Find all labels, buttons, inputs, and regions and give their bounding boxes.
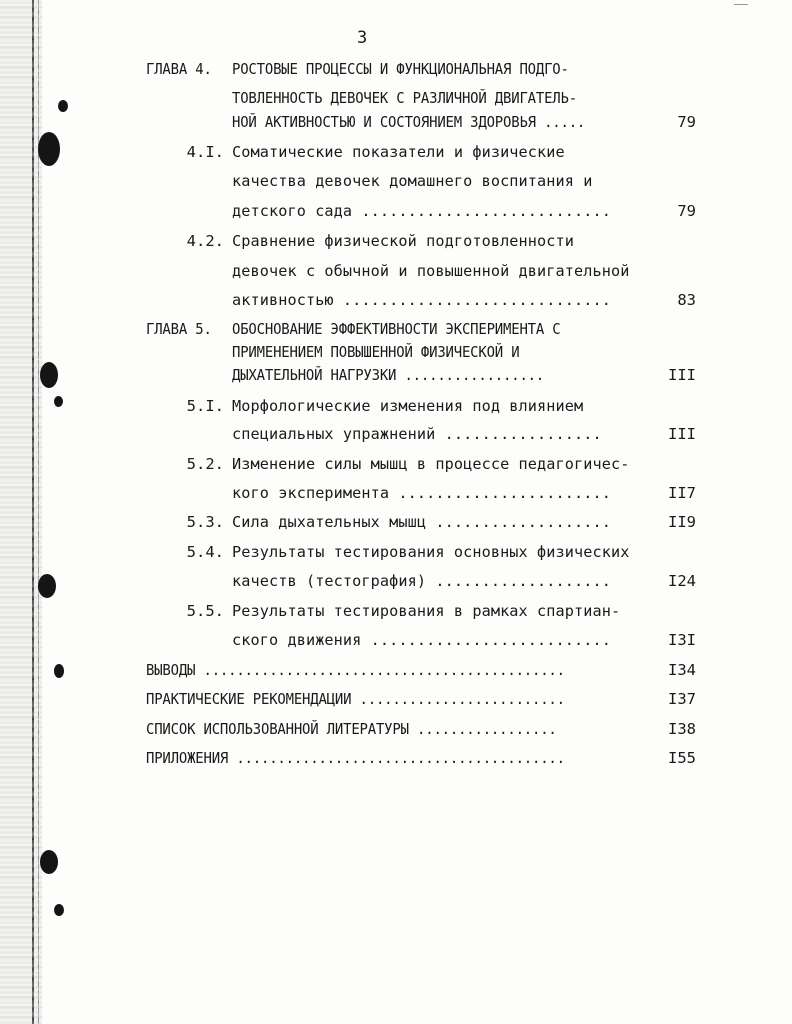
conclusions-page: I34 xyxy=(668,661,696,679)
section-4-2-line: Сравнение физической подготовленности xyxy=(232,232,575,250)
section-5-4-line: Результаты тестирования основных физических xyxy=(232,543,630,561)
chapter-5-title-line: ДЫХАТЕЛЬНОЙ НАГРУЗКИ ................. xyxy=(232,366,545,384)
chapter-5-label: ГЛАВА 5. xyxy=(146,320,212,338)
appendices-title: ПРИЛОЖЕНИЯ ........................................ xyxy=(146,749,565,767)
section-4-1-line: детского сада ........................... xyxy=(232,202,611,220)
references-page: I38 xyxy=(668,720,696,738)
section-5-4-line: качеств (тестография) ................... xyxy=(232,572,611,590)
section-5-3-number: 5.3. xyxy=(186,513,224,531)
chapter-4-title-line: НОЙ АКТИВНОСТЬЮ И СОСТОЯНИЕМ ЗДОРОВЬЯ ..... xyxy=(232,113,586,131)
section-4-2-line: девочек с обычной и повышенной двигательной xyxy=(232,262,630,280)
section-5-4-number: 5.4. xyxy=(186,543,224,561)
references-title: СПИСОК ИСПОЛЬЗОВАННОЙ ЛИТЕРАТУРЫ ................. xyxy=(146,720,557,738)
appendices-page: I55 xyxy=(668,749,696,767)
chapter-4-label: ГЛАВА 4. xyxy=(146,60,212,78)
section-5-5-line: Результаты тестирования в рамках спартиан- xyxy=(232,602,621,620)
section-5-2-line: Изменение силы мышц в процессе педагогичес- xyxy=(232,455,630,473)
conclusions-title: ВЫВОДЫ ............................................ xyxy=(146,661,565,679)
section-5-4-page: I24 xyxy=(668,572,696,590)
section-5-2-line: кого эксперимента ....................... xyxy=(232,484,611,502)
section-5-1-line: специальных упражнений ................. xyxy=(232,425,602,443)
section-5-5-page: I3I xyxy=(668,631,696,649)
chapter-5-title-line: ПРИМЕНЕНИЕМ ПОВЫШЕННОЙ ФИЗИЧЕСКОЙ И xyxy=(232,343,520,361)
section-4-1-number: 4.I. xyxy=(186,143,224,161)
section-4-2-number: 4.2. xyxy=(186,232,224,250)
section-5-3-line: Сила дыхательных мышц ................... xyxy=(232,513,611,531)
recommendations-page: I37 xyxy=(668,690,696,708)
recommendations-title: ПРАКТИЧЕСКИЕ РЕКОМЕНДАЦИИ ......................... xyxy=(146,690,565,708)
section-5-3-page: II9 xyxy=(668,513,696,531)
chapter-4-title-line: РОСТОВЫЕ ПРОЦЕССЫ И ФУНКЦИОНАЛЬНАЯ ПОДГО- xyxy=(232,60,569,78)
page-number: 3 xyxy=(357,28,368,48)
section-5-2-page: II7 xyxy=(668,484,696,502)
section-5-5-line: ского движения .......................... xyxy=(232,631,611,649)
section-4-1-line: качества девочек домашнего воспитания и xyxy=(232,172,593,190)
section-4-2-line: активностью ............................. xyxy=(232,291,611,309)
chapter-4-page: 79 xyxy=(677,113,696,131)
section-5-1-page: III xyxy=(668,425,696,443)
chapter-5-page: III xyxy=(668,366,696,384)
section-4-1-line: Соматические показатели и физические xyxy=(232,143,565,161)
section-4-1-page: 79 xyxy=(677,202,696,220)
section-4-2-page: 83 xyxy=(677,291,696,309)
chapter-4-title-line: ТОВЛЕННОСТЬ ДЕВОЧЕК С РАЗЛИЧНОЙ ДВИГАТЕЛЬ- xyxy=(232,89,577,107)
chapter-5-title-line: ОБОСНОВАНИЕ ЭФФЕКТИВНОСТИ ЭКСПЕРИМЕНТА С xyxy=(232,320,561,338)
section-5-1-number: 5.I. xyxy=(186,397,224,415)
section-5-1-line: Морфологические изменения под влиянием xyxy=(232,397,584,415)
section-5-2-number: 5.2. xyxy=(186,455,224,473)
section-5-5-number: 5.5. xyxy=(186,602,224,620)
